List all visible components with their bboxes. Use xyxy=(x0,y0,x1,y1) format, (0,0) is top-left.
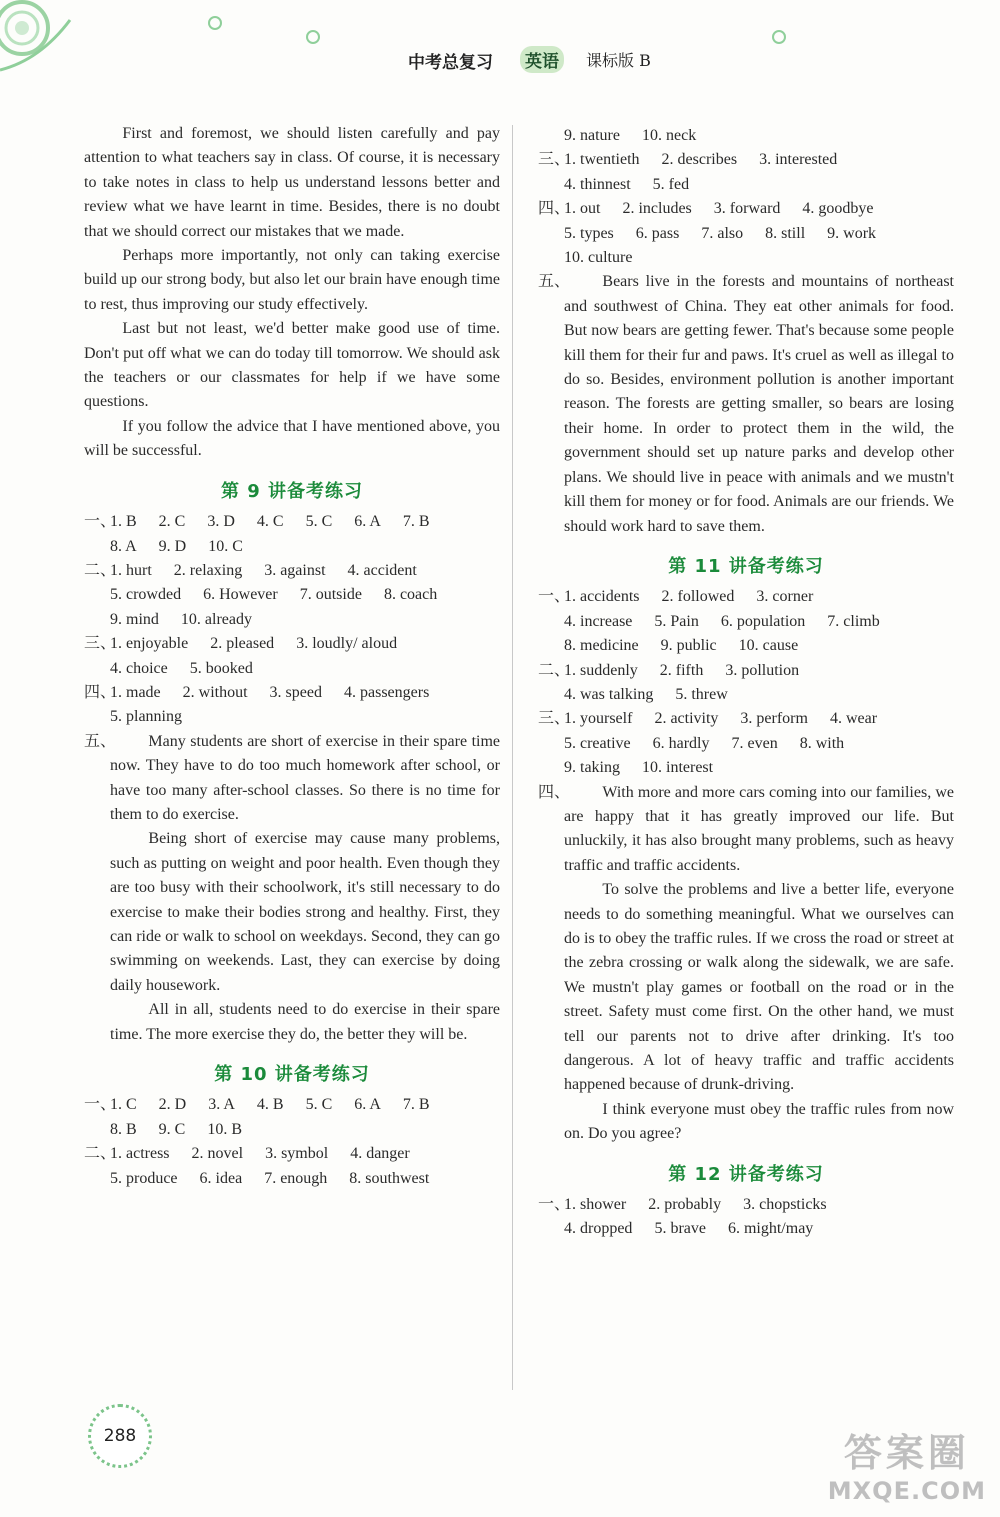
header-title: 中考总复习 xyxy=(408,53,493,73)
decor-dot xyxy=(772,30,786,44)
decor-dot xyxy=(208,16,222,30)
header-edition: 课标版 B xyxy=(586,51,651,70)
essay-paragraph: Many students are short of exercise in their spare time now. They have to do too much homework after school, or have too many after-school classes. So there is no time for them to do exercise. xyxy=(110,732,500,823)
answer-item: 5. Pain xyxy=(654,612,699,630)
answer-item: 8. B xyxy=(110,1120,137,1138)
answer-item: 1. yourself xyxy=(564,710,633,728)
answer-item: 4. danger xyxy=(350,1145,410,1163)
answer-line xyxy=(538,1217,954,1241)
answer-item: 6. A xyxy=(354,513,381,531)
section-title-10: 第 10 讲备考练习 xyxy=(214,1064,370,1086)
answer-item: 5. C xyxy=(305,1096,333,1114)
answer-part-1: 一、 1. shower 2. probably 3. chopsticks xyxy=(538,1196,827,1214)
answer-item: 7. climb xyxy=(827,612,880,630)
section-title-12: 第 12 讲备考练习 xyxy=(668,1163,824,1185)
answer-item: 9. public xyxy=(660,637,717,655)
answer-item: 7. B xyxy=(402,1096,430,1114)
answer-item: 1. made xyxy=(110,683,161,701)
page-number-badge xyxy=(88,1404,152,1468)
answer-part-1: 一、 1. accidents 2. followed 3. corner xyxy=(538,588,814,606)
answer-item: 5. creative xyxy=(564,734,631,752)
essay-paragraph: Perhaps more importantly, not only can taking exercise build up our strong body, but also let our brain have enough time to rest, thus improving our study effectively. xyxy=(84,247,500,313)
answer-item: 9. mind xyxy=(110,610,159,628)
answer-item: 8. still xyxy=(765,224,806,242)
answer-item: 5. brave xyxy=(654,1220,706,1238)
answer-item: 1. shower xyxy=(564,1196,627,1214)
answer-item: 8. with xyxy=(799,734,845,752)
answer-item: 9. work xyxy=(827,224,877,242)
answer-item: 10. neck xyxy=(641,127,697,144)
essay-paragraph: To solve the problems and live a better life, everyone needs to do something meaningful. What we ourselves can do is to obey the traffic rules. If we cross the road or street at the zebra crossing or walk along the sidewalk, we are safe. We mustn't play games or football on the road or in the street. Safety must come first. On the other hand, we must tell our parents not to drive after drinking. It's too dangerous. A lot of heavy traffic and traffic accidents happened because of drunk-driving. xyxy=(564,881,954,1094)
essay-paragraph: Being short of exercise may cause many problems, such as putting on weight and poor health. Even though they are too busy with their schoolwork, it's still necessary to do exercise to make their bodies strong and healthy. First, they can ride or walk to school on weekdays. Second, they can go swimming on weekends. Last, they can exercise by doing daily housework. xyxy=(110,830,500,994)
answer-item: 3. symbol xyxy=(265,1145,329,1163)
answer-item: 10. cause xyxy=(738,637,799,655)
answer-part-2: 二、 1. actress 2. novel 3. symbol 4. danger xyxy=(84,1145,410,1163)
answer-line xyxy=(84,705,500,729)
answer-item: 7. even xyxy=(731,734,778,752)
essay-paragraph: With more and more cars coming into our families, we are happy that it has greatly improved our life. But unluckily, it has also brought many problems, such as heavy traffic and traffic accidents. xyxy=(564,783,954,874)
answer-line xyxy=(538,732,954,756)
answer-item: 2. probably xyxy=(648,1196,722,1214)
answer-item: 10. C xyxy=(208,537,243,555)
answer-item: 5. C xyxy=(305,513,333,531)
answer-item: 1. actress xyxy=(110,1145,170,1163)
answer-item: 5. types xyxy=(564,224,614,242)
answer-item: 3. against xyxy=(264,561,326,579)
essay-paragraph: All in all, students need to do exercise in their spare time. The more exercise they do, the better they will be. xyxy=(110,1001,500,1043)
answer-item: 2. includes xyxy=(622,200,692,218)
answer-item: 4. goodbye xyxy=(802,200,874,218)
answer-item: 3. A xyxy=(208,1096,235,1114)
answer-item: 1. out xyxy=(564,200,601,218)
essay-paragraph: Bears live in the forests and mountains of northeast and southwest of China. They eat other animals for food. But now bears are getting fewer. That's because some people kill them for their fur and paws. It's cruel as well as illegal to do so. Besides, environment pollution is another important reason. The forests are getting smaller, so bears are losing their home. In order to protect them in the wild, the government should set up nature parks and develop other plans. We should live in peace with animals and we mustn't kill them for money or for food. Animals are our friends. We should work hard to save them. xyxy=(564,273,954,535)
answer-item: 2. relaxing xyxy=(173,561,243,579)
answer-item: 5. produce xyxy=(110,1169,178,1187)
answer-item: 9. D xyxy=(158,537,187,555)
answer-item: 2. fifth xyxy=(659,661,704,679)
answer-item: 3. perform xyxy=(740,710,808,728)
answer-part-4: 四、 1. out 2. includes 3. forward 4. goodbye xyxy=(538,200,874,218)
answer-item: 6. population xyxy=(720,612,806,630)
answer-item: 7. also xyxy=(701,224,744,242)
answer-line xyxy=(84,657,500,681)
answer-item: 3. corner xyxy=(756,588,814,606)
answer-item: 9. nature xyxy=(564,127,620,144)
essay-paragraph: First and foremost, we should listen carefully and pay attention to what teachers say in class. Of course, it is necessary to take notes in class to help us understand lessons better and review what we have learnt in time. Besides, there is no doubt that we should correct our mistakes that we made. xyxy=(84,125,500,240)
corner-decoration xyxy=(0,0,90,90)
watermark xyxy=(828,1422,986,1505)
answer-item: 2. followed xyxy=(661,588,735,606)
decor-dot xyxy=(306,30,320,44)
answer-part-5: 五、 Many students are short of exercise in their spare time now. They have to do too much homework after school, or have too many after-school classes. So there is no time for them to do exercise. xyxy=(84,730,500,828)
answer-item: 4. choice xyxy=(110,659,168,677)
answer-item: 2. C xyxy=(158,513,186,531)
answer-part-3: 三、 1. yourself 2. activity 3. perform 4. wear xyxy=(538,710,878,728)
answer-line xyxy=(84,1167,500,1191)
page-number: 288 xyxy=(103,1426,137,1446)
answer-line xyxy=(84,583,500,607)
essay-paragraph: I think everyone must obey the traffic rules from now on. Do you agree? xyxy=(564,1100,954,1143)
answer-item: 3. speed xyxy=(269,683,322,701)
answer-item: 4. B xyxy=(256,1096,284,1114)
answer-line xyxy=(538,683,954,707)
answer-item: 2. pleased xyxy=(210,635,275,653)
answer-item: 10. interest xyxy=(642,759,714,777)
answer-item: 4. passengers xyxy=(343,683,430,701)
answer-item: 4. C xyxy=(256,513,284,531)
answer-part-1: 一、 1. C 2. D 3. A 4. B 5. C 6. A 7. B xyxy=(84,1096,430,1114)
answer-item: 3. forward xyxy=(713,200,781,218)
answer-item: 5. planning xyxy=(110,708,182,726)
answer-item: 6. idea xyxy=(199,1169,243,1187)
answer-item: 8. southwest xyxy=(349,1169,430,1187)
answer-item: 10. culture xyxy=(564,249,633,267)
answer-item: 5. threw xyxy=(675,685,728,703)
answer-item: 4. was talking xyxy=(564,685,654,703)
answer-item: 3. pollution xyxy=(725,661,800,679)
answer-line xyxy=(538,222,954,246)
answer-part-4: 四、 With more and more cars coming into our families, we are happy that it has greatly improved our life. But unluckily, it has also brought many problems, such as heavy traffic and traffic accidents. xyxy=(538,781,954,879)
essay-paragraph: Last but not least, we'd better make good use of time. Don't put off what we can do today till tomorrow. We should ask the teachers or our classmates for help if we have some questions. xyxy=(84,320,500,411)
essay-paragraph: If you follow the advice that I have mentioned above, you will be successful. xyxy=(84,417,500,460)
answer-item: 2. without xyxy=(182,683,248,701)
left-column xyxy=(84,122,500,1191)
answer-line xyxy=(538,124,954,148)
answer-item: 5. booked xyxy=(189,659,253,677)
answer-item: 2. D xyxy=(158,1096,187,1114)
page-header xyxy=(0,48,1000,76)
answer-item: 1. accidents xyxy=(564,588,640,606)
answer-item: 5. crowded xyxy=(110,586,182,604)
answer-item: 8. medicine xyxy=(564,637,639,655)
answer-item: 9. C xyxy=(158,1120,186,1138)
answer-line xyxy=(538,756,954,780)
answer-item: 2. activity xyxy=(654,710,719,728)
answer-item: 6. A xyxy=(354,1096,381,1114)
answer-item: 5. fed xyxy=(652,175,690,193)
answer-item: 10. B xyxy=(207,1120,243,1138)
answer-part-5: 五、 Bears live in the forests and mountains of northeast and southwest of China. They eat other animals for food. But now bears are getting fewer. That's because some people kill them for their fur and paws. It's cruel as well as illegal to do so. Besides, environment pollution is another important reason. The forests are getting smaller, so bears are losing their home. In order to protect them in the wild, the government should set up nature parks and develop other plans. We should live in peace with animals and we mustn't kill them for money or for food. Animals are our friends. We should work hard to save them. xyxy=(538,270,954,538)
answer-line xyxy=(84,1118,500,1142)
answer-item: 3. D xyxy=(207,513,235,531)
header-subject-badge: 英语 xyxy=(520,46,564,73)
answer-part-2: 二、 1. suddenly 2. fifth 3. pollution xyxy=(538,661,800,679)
right-column xyxy=(538,124,954,1242)
answer-item: 1. enjoyable xyxy=(110,635,189,653)
answer-item: 8. A xyxy=(110,537,137,555)
watermark-url: MXQE.COM xyxy=(827,1477,986,1505)
answer-part-3: 三、 1. twentieth 2. describes 3. interested xyxy=(538,151,838,169)
answer-item: 7. outside xyxy=(299,586,362,604)
answer-item: 2. describes xyxy=(661,151,738,169)
answer-item: 6. However xyxy=(203,586,278,604)
answer-part-4: 四、 1. made 2. without 3. speed 4. passengers xyxy=(84,683,430,701)
answer-item: 9. taking xyxy=(564,759,620,777)
answer-item: 3. loudly/ aloud xyxy=(296,635,398,653)
answer-line xyxy=(538,246,954,270)
answer-line xyxy=(538,634,954,658)
answer-item: 1. suddenly xyxy=(564,661,638,679)
column-divider xyxy=(512,125,513,1390)
watermark-text: 答案圈 xyxy=(843,1431,970,1475)
answer-item: 7. B xyxy=(402,513,430,531)
answer-line xyxy=(538,173,954,197)
answer-part-3: 三、 1. enjoyable 2. pleased 3. loudly/ aloud xyxy=(84,635,398,653)
answer-item: 1. B xyxy=(110,513,137,531)
answer-item: 7. enough xyxy=(264,1169,328,1187)
answer-item: 10. already xyxy=(180,610,252,628)
answer-line xyxy=(538,610,954,634)
answer-item: 6. pass xyxy=(635,224,680,242)
answer-item: 3. interested xyxy=(759,151,838,169)
answer-item: 4. thinnest xyxy=(564,175,631,193)
answer-item: 4. dropped xyxy=(564,1220,633,1238)
answer-item: 3. chopsticks xyxy=(743,1196,827,1214)
answer-item: 4. wear xyxy=(829,710,878,728)
answer-line xyxy=(84,535,500,559)
answer-item: 4. increase xyxy=(564,612,633,630)
answer-item: 1. C xyxy=(110,1096,137,1114)
answer-part-1: 一、 1. B 2. C 3. D 4. C 5. C 6. A 7. B xyxy=(84,513,430,531)
answer-part-2: 二、 1. hurt 2. relaxing 3. against 4. accident xyxy=(84,561,417,579)
answer-line xyxy=(84,608,500,632)
answer-item: 4. accident xyxy=(347,561,417,579)
answer-item: 8. coach xyxy=(383,586,438,604)
section-title-11: 第 11 讲备考练习 xyxy=(668,555,824,577)
answer-item: 1. hurt xyxy=(110,561,152,579)
answer-item: 1. twentieth xyxy=(564,151,640,169)
answer-item: 6. might/may xyxy=(727,1220,814,1238)
section-title-9: 第 9 讲备考练习 xyxy=(220,480,364,502)
answer-item: 6. hardly xyxy=(652,734,710,752)
answer-item: 2. novel xyxy=(191,1145,244,1163)
